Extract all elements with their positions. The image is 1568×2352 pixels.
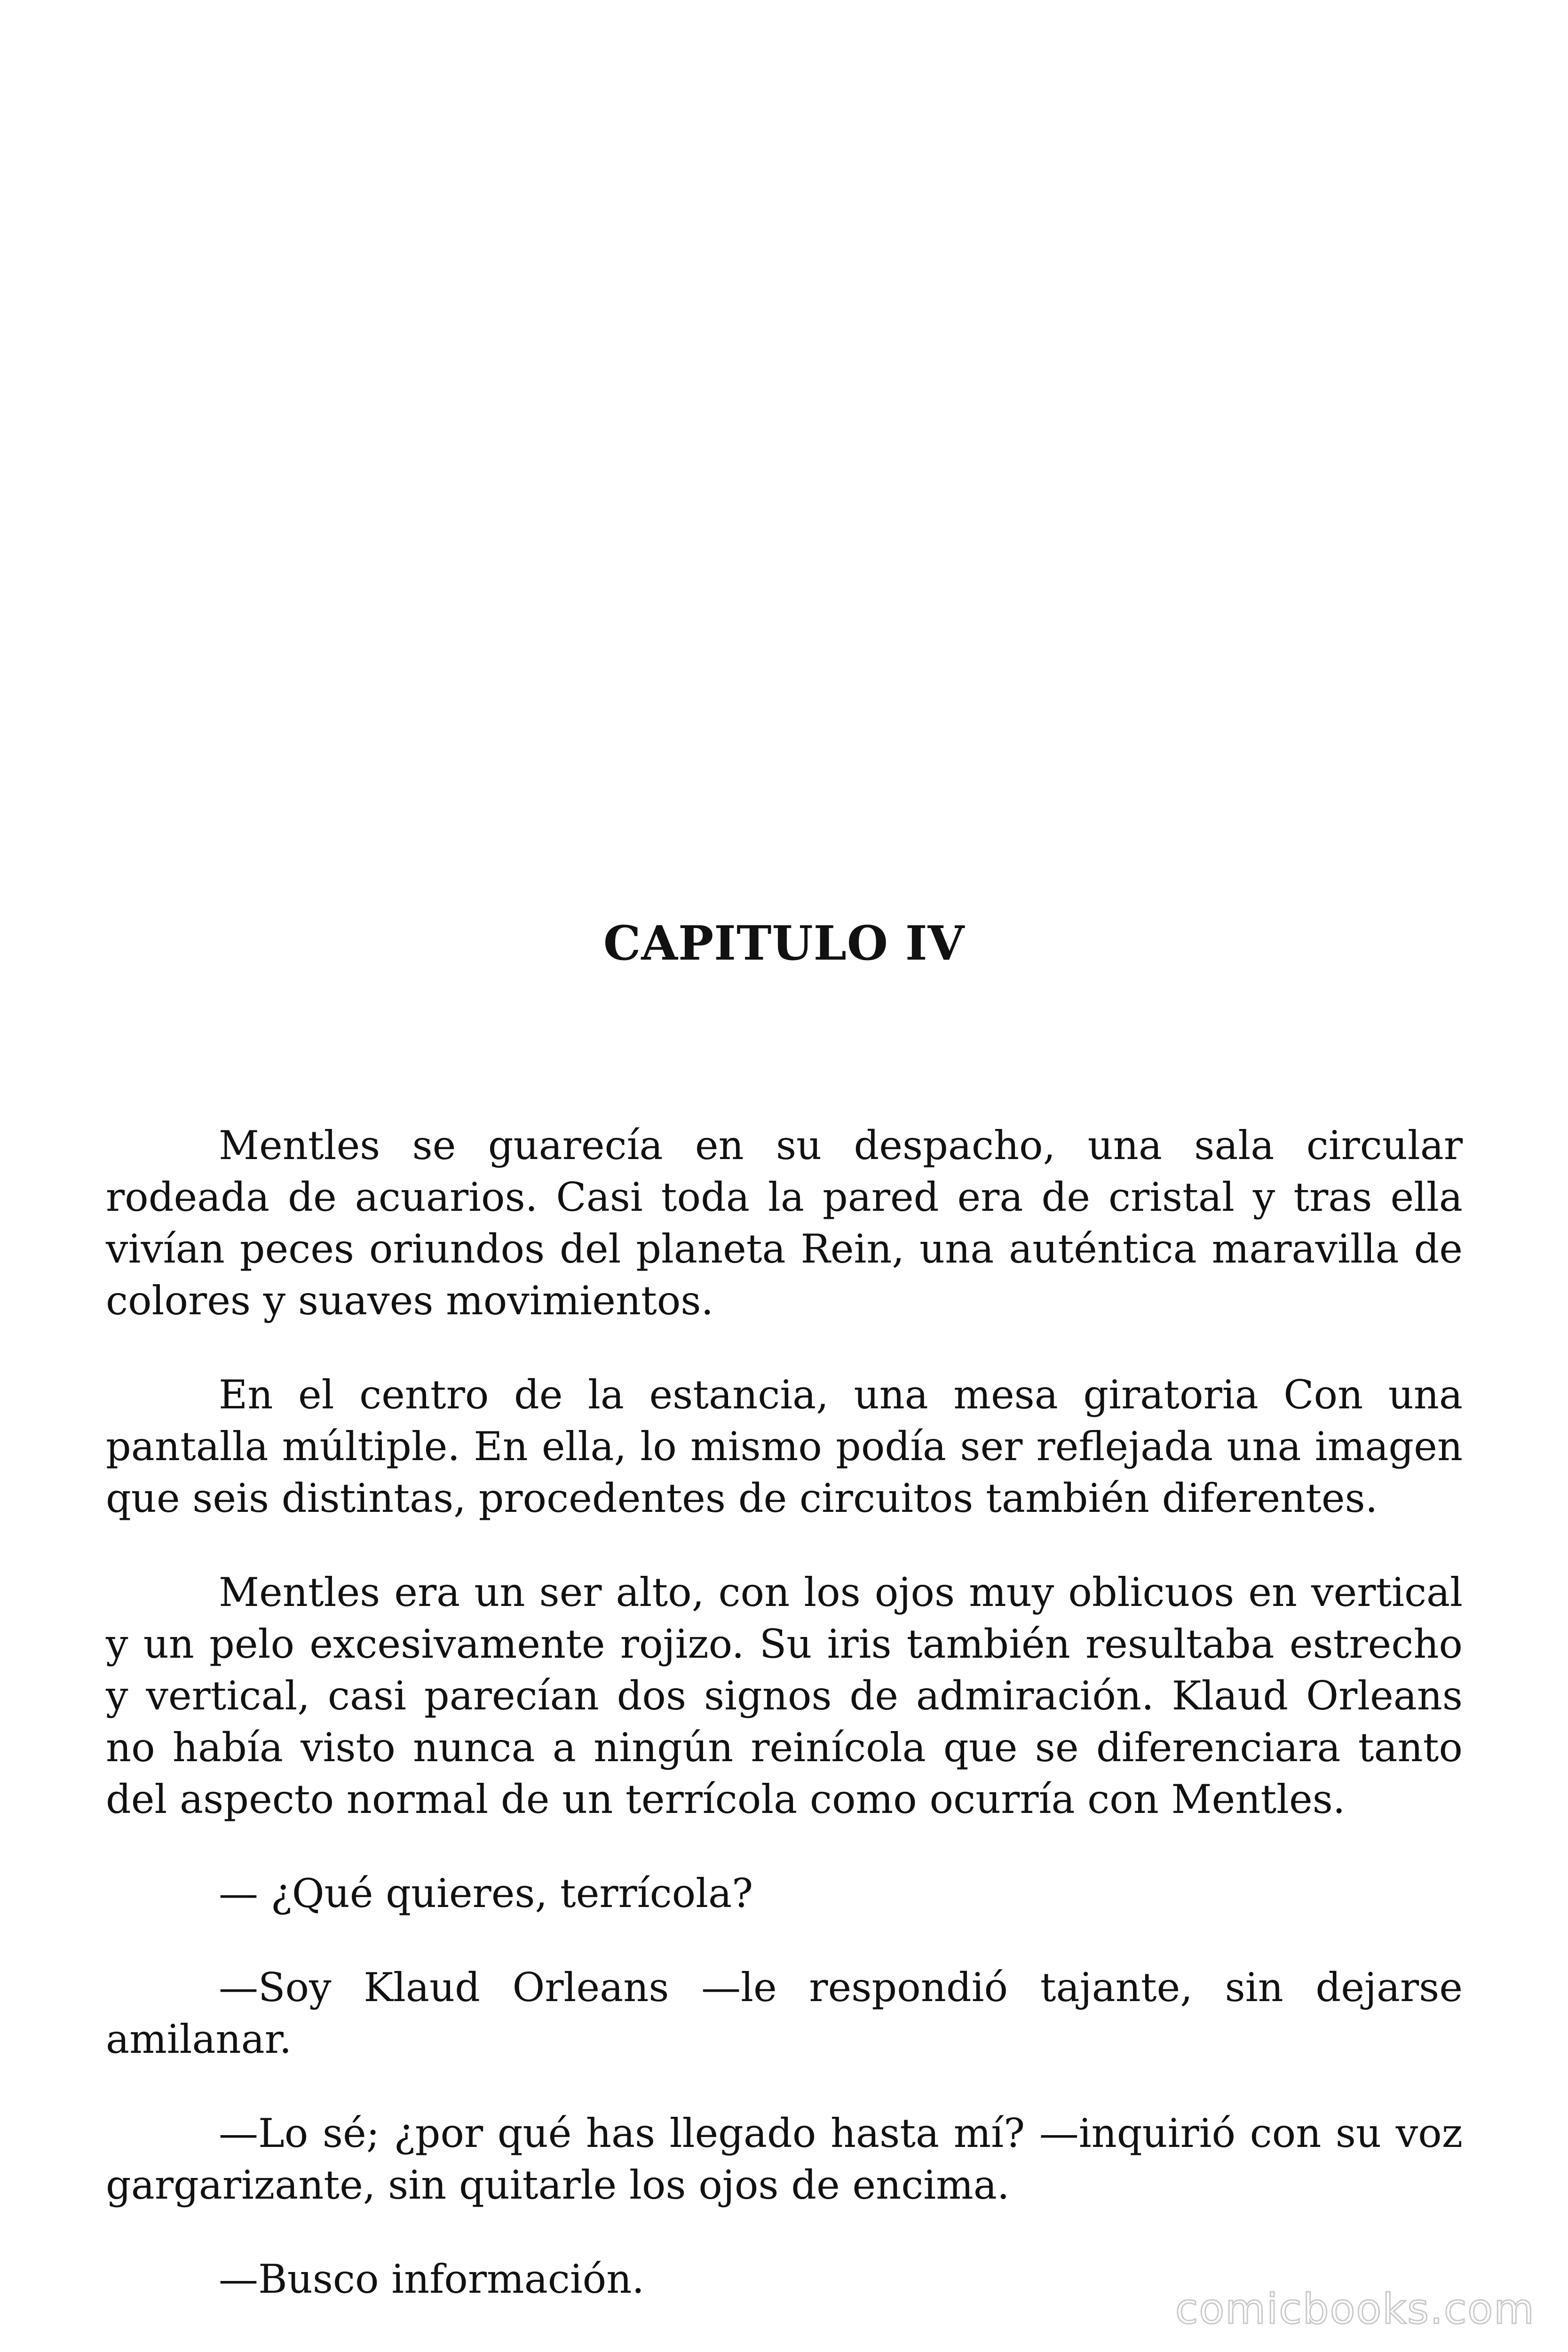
watermark-logo: comicbooks.com: [1175, 2285, 1535, 2333]
paragraph: En el centro de la estancia, una mesa giratoria Con una pantalla múltiple. En ella, lo mismo podía ser reflejada una imagen que seis distintas, procedentes de circuitos también diferentes.: [106, 1372, 1463, 1521]
dialogue-line: — ¿Qué quieres, terrícola?: [219, 1870, 753, 1916]
paragraph: Mentles se guarecía en su despacho, una sala circular rodeada de acuarios. Casi toda la pared era de cristal y tras ella vivían peces oriundos del planeta Rein, una auténtica maravilla de colores y suaves movimientos.: [106, 1122, 1463, 1324]
chapter-title: CAPITULO IV: [603, 915, 965, 971]
chapter-body: [106, 1120, 1463, 2347]
paragraph: Mentles era un ser alto, con los ojos muy oblicuos en vertical y un pelo excesivamente rojizo. Su iris también resultaba estrecho y vertical, casi parecían dos signos de admiración. Klaud Orleans no había visto nunca a ningún reinícola que se diferenciara tanto del aspecto normal de un terrícola como ocurría con Mentles.: [106, 1569, 1463, 1822]
dialogue-line: —Soy Klaud Orleans —le respondió tajante, sin dejarse amilanar.: [106, 1964, 1463, 2062]
dialogue-line: —Busco información.: [219, 2256, 645, 2302]
dialogue-line: —Lo sé; ¿por qué has llegado hasta mí? —inquirió con su voz gargarizante, sin quitarle los ojos de encima.: [106, 2110, 1463, 2208]
